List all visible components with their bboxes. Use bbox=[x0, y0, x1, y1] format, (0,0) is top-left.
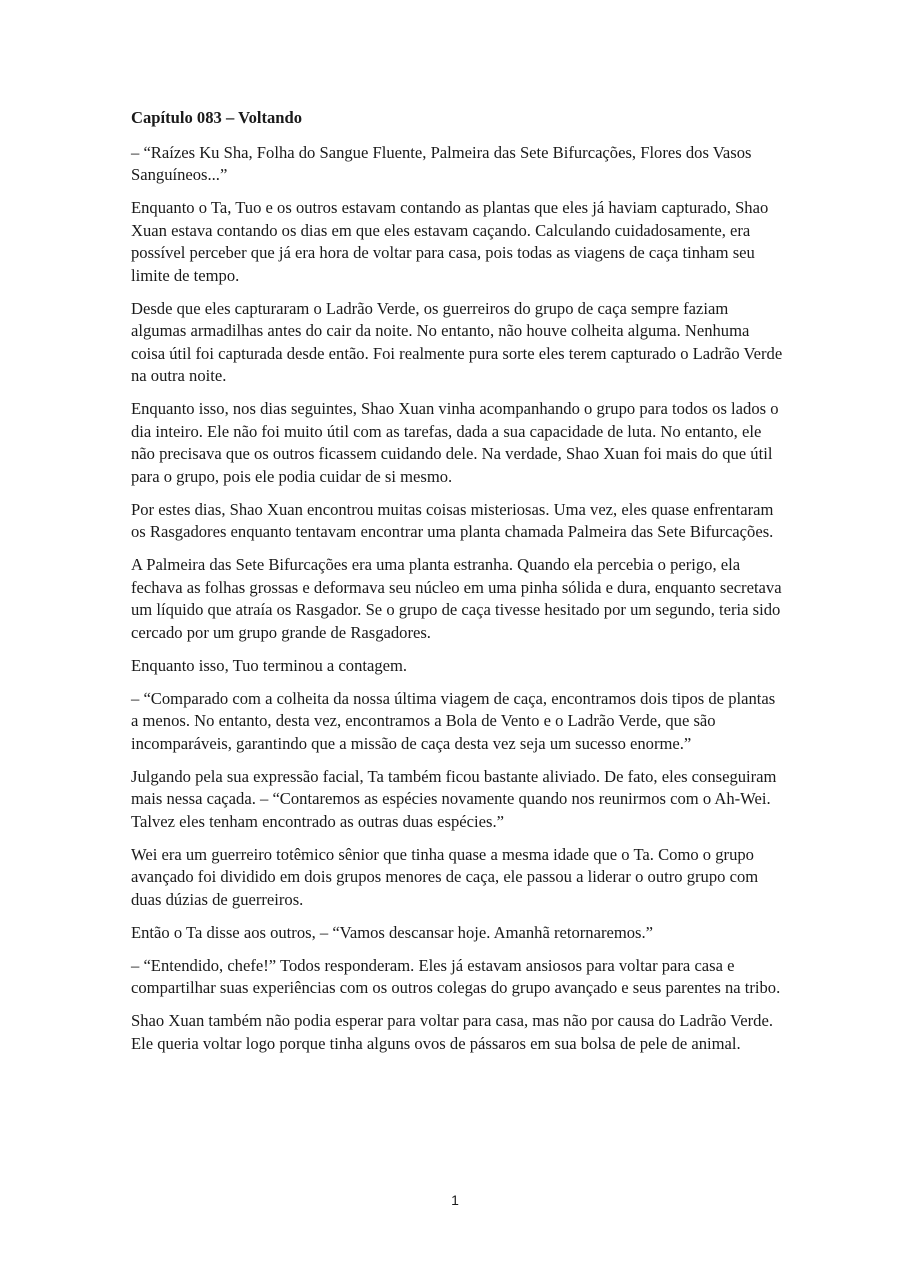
page-number: 1 bbox=[451, 1192, 459, 1208]
paragraph: Wei era um guerreiro totêmico sênior que tinha quase a mesma idade que o Ta. Como o grupo avançado foi dividido em dois grupos menores de caça, ele passou a liderar o outro grupo com duas dúzias de guerreiros. bbox=[131, 844, 759, 909]
page-content bbox=[131, 107, 786, 1066]
paragraph: Enquanto o Ta, Tuo e os outros estavam contando as plantas que eles já haviam capturado, Shao Xuan estava contando os dias em que eles estavam caçando. Calculando cuidadosamente, era possível perceber que já era hora de voltar para casa, pois todas as viagens de caça tinham seu limite de tempo. bbox=[131, 198, 769, 285]
paragraph: Desde que eles capturaram o Ladrão Verde, os guerreiros do grupo de caça sempre faziam algumas armadilhas antes do cair da noite. No entanto, não houve colheita alguma. Nenhuma coisa útil foi capturada desde então. Foi realmente pura sorte eles terem capturado o Ladrão Verde na outra noite. bbox=[131, 298, 783, 385]
paragraph: Shao Xuan também não podia esperar para voltar para casa, mas não por causa do Ladrão Verde. Ele queria voltar logo porque tinha alguns ovos de pássaros em sua bolsa de pele de animal. bbox=[131, 1011, 773, 1053]
paragraph: Enquanto isso, nos dias seguintes, Shao Xuan vinha acompanhando o grupo para todos os lados o dia inteiro. Ele não foi muito útil com as tarefas, dada a sua capacidade de luta. No entanto, ele não precisava que os outros ficassem cuidando dele. Na verdade, Shao Xuan foi mais do que útil para o grupo, pois ele podia cuidar de si mesmo. bbox=[131, 399, 779, 486]
paragraph: Por estes dias, Shao Xuan encontrou muitas coisas misteriosas. Uma vez, eles quase enfrentaram os Rasgadores enquanto tentavam encontrar uma planta chamada Palmeira das Sete Bifurcações. bbox=[131, 499, 774, 541]
paragraph: A Palmeira das Sete Bifurcações era uma planta estranha. Quando ela percebia o perigo, ela fechava as folhas grossas e deformava seu núcleo em uma pinha sólida e dura, enquanto secretava um líquido que atraía os Rasgador. Se o grupo de caça tivesse hesitado por um segundo, teria sido cercado por um grupo grande de Rasgadores. bbox=[131, 555, 782, 642]
paragraph: – “Comparado com a colheita da nossa última viagem de caça, encontramos dois tipos de plantas a menos. No entanto, desta vez, encontramos a Bola de Vento e o Ladrão Verde, que são incomparáveis, garantindo que a missão de caça desta vez seja um sucesso enorme.” bbox=[131, 688, 776, 753]
paragraph: – “Entendido, chefe!” Todos responderam. Eles já estavam ansiosos para voltar para casa e compartilhar suas experiências com os outros colegas do grupo avançado e seus parentes na tribo. bbox=[131, 955, 781, 997]
paragraph: – “Raízes Ku Sha, Folha do Sangue Fluente, Palmeira das Sete Bifurcações, Flores dos Vasos Sanguíneos...” bbox=[131, 142, 752, 184]
paragraph: Então o Ta disse aos outros, – “Vamos descansar hoje. Amanhã retornaremos.” bbox=[131, 922, 654, 942]
paragraph: Julgando pela sua expressão facial, Ta também ficou bastante aliviado. De fato, eles conseguiram mais nessa caçada. – “Contaremos as espécies novamente quando nos reunirmos com o Ah-Wei. Talvez eles tenham encontrado as outras duas espécies.” bbox=[131, 766, 777, 831]
chapter-title: Capítulo 083 – Voltando bbox=[131, 108, 303, 127]
paragraph: Enquanto isso, Tuo terminou a contagem. bbox=[131, 655, 408, 675]
